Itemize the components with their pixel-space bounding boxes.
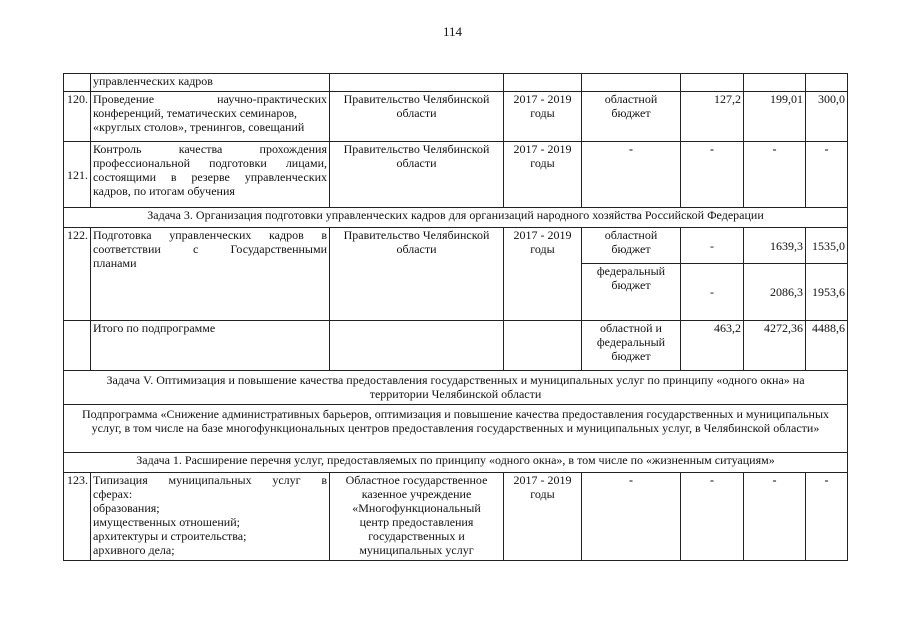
executor-cell: Правительство Челябинской области [330,142,504,208]
value-cell: 300,0 [806,92,848,142]
activity-cell: Подготовка управленческих кадров в соответствии с Государственными планами [91,228,330,321]
dash-cell: - [806,142,848,208]
executor-cell: Правительство Челябинской области [330,92,504,142]
row-number: 120. [64,92,91,142]
value-cell: - [681,228,744,264]
dash-cell: - [582,142,681,208]
value-cell: 2086,3 [744,264,806,321]
table-row [64,473,848,561]
section-row [64,371,848,405]
row-number: 123. [64,473,91,561]
task-heading: Задача V. Оптимизация и повышение качества предоставления государственных и муниципальных услуг по принципу «одного окна» на территории Челябинской области [64,371,848,405]
dash-cell: - [744,142,806,208]
activity-cell: Контроль качества прохождения профессиональной подготовки лицами, состоящими в резерве управленческих кадров, по итогам обучения [91,142,330,208]
period-cell: 2017 - 2019 годы [504,92,582,142]
period-cell: 2017 - 2019 годы [504,473,582,561]
source-cell: федеральный бюджет [582,264,681,321]
section-row [64,405,848,453]
dash-cell: - [806,473,848,561]
table-row [64,142,848,208]
section-row [64,208,848,228]
task-heading: Задача 1. Расширение перечня услуг, предоставляемых по принципу «одного окна», в том числе по «жизненным ситуациям» [64,453,848,473]
value-cell: 199,01 [744,92,806,142]
executor-cell: Правительство Челябинской области [330,228,504,321]
task-heading: Задача 3. Организация подготовки управленческих кадров для организаций народного хозяйства Российской Федерации [64,208,848,228]
dash-cell: - [744,473,806,561]
value-cell: 4272,36 [744,321,806,371]
executor-cell: Областное государственное казенное учреждение «Многофункциональный центр предоставления государственных и муниципальных услуг [330,473,504,561]
value-cell: 127,2 [681,92,744,142]
section-row [64,453,848,473]
dash-cell: - [681,473,744,561]
activity-cell: Проведение научно-практических конференций, тематических семинаров, «круглых столов», тренингов, совещаний [91,92,330,142]
program-table [63,73,848,561]
dash-cell: - [582,473,681,561]
activity-cell: управленческих кадров [91,74,330,92]
source-cell: областной и федеральный бюджет [582,321,681,371]
value-cell: - [681,264,744,321]
dash-cell: - [681,142,744,208]
period-cell: 2017 - 2019 годы [504,142,582,208]
period-cell: 2017 - 2019 годы [504,228,582,321]
table-row [64,74,848,92]
subprogram-heading: Подпрограмма «Снижение административных барьеров, оптимизация и повышение качества предоставления государственных и муниципальных услуг, в том числе на базе многофункциональных центров предоставления государственных и муниципальных услуг, в Челябинской области» [64,405,848,453]
value-cell: 1535,0 [806,228,848,264]
value-cell: 4488,6 [806,321,848,371]
row-number: 121. [64,142,91,208]
value-cell: 463,2 [681,321,744,371]
activity-cell: Типизация муниципальных услуг в сферах: образования; имущественных отношений; архитектуры и строительства; архивного дела; [91,473,330,561]
value-cell: 1953,6 [806,264,848,321]
source-cell: областной бюджет [582,92,681,142]
row-number: 122. [64,228,91,321]
source-cell: областной бюджет [582,228,681,264]
total-row [64,321,848,371]
table-row [64,228,848,264]
total-label: Итого по подпрограмме [91,321,330,371]
value-cell: 1639,3 [744,228,806,264]
table-row [64,92,848,142]
page-number: 114 [442,24,463,39]
